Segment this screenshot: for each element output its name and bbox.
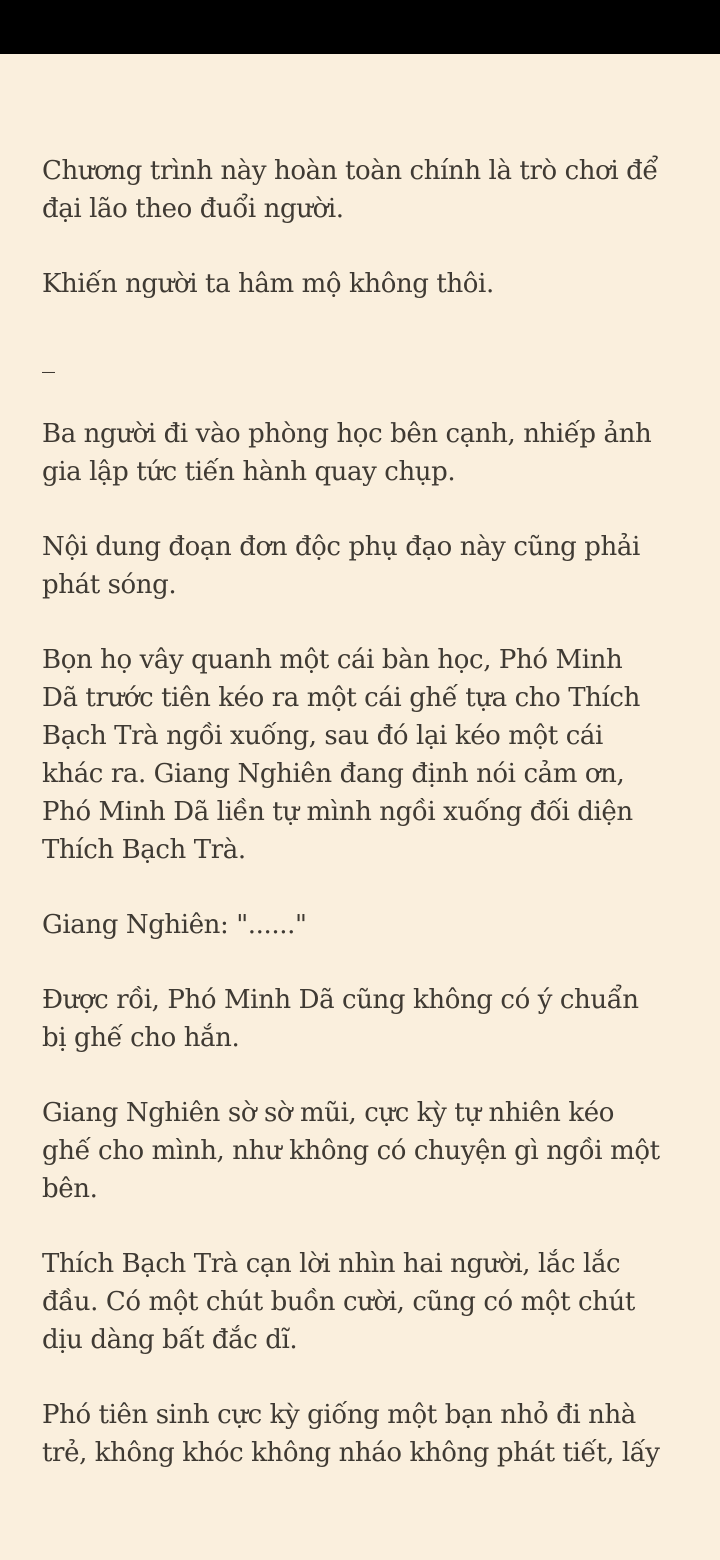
paragraph: Được rồi, Phó Minh Dã cũng không có ý chuẩn bị ghế cho hắn. — [42, 985, 639, 1053]
paragraph: Khiến người ta hâm mộ không thôi. — [42, 269, 494, 299]
paragraph: Chương trình này hoàn toàn chính là trò chơi để đại lão theo đuổi người. — [42, 156, 658, 224]
section-divider: _ — [42, 344, 55, 374]
paragraph: Giang Nghiên sờ sờ mũi, cực kỳ tự nhiên kéo ghế cho mình, như không có chuyện gì ngồi một bên. — [42, 1098, 660, 1204]
reading-content[interactable] — [42, 152, 662, 1509]
paragraph: Ba người đi vào phòng học bên cạnh, nhiếp ảnh gia lập tức tiến hành quay chụp. — [42, 419, 652, 487]
paragraph: Nội dung đoạn đơn độc phụ đạo này cũng phải phát sóng. — [42, 532, 640, 600]
paragraph: Thích Bạch Trà cạn lời nhìn hai người, lắc lắc đầu. Có một chút buồn cười, cũng có một chút dịu dàng bất đắc dĩ. — [42, 1249, 635, 1355]
status-bar — [0, 0, 720, 54]
paragraph: Bọn họ vây quanh một cái bàn học, Phó Minh Dã trước tiên kéo ra một cái ghế tựa cho Thích Bạch Trà ngồi xuống, sau đó lại kéo một cái khác ra. Giang Nghiên đang định nói cảm ơn, Phó Minh Dã liền tự mình ngồi xuống đối diện Thích Bạch Trà. — [42, 645, 640, 865]
paragraph: Phó tiên sinh cực kỳ giống một bạn nhỏ đi nhà trẻ, không khóc không nháo không phát tiết, lấy — [42, 1400, 660, 1468]
paragraph: Giang Nghiên: "......" — [42, 910, 307, 940]
